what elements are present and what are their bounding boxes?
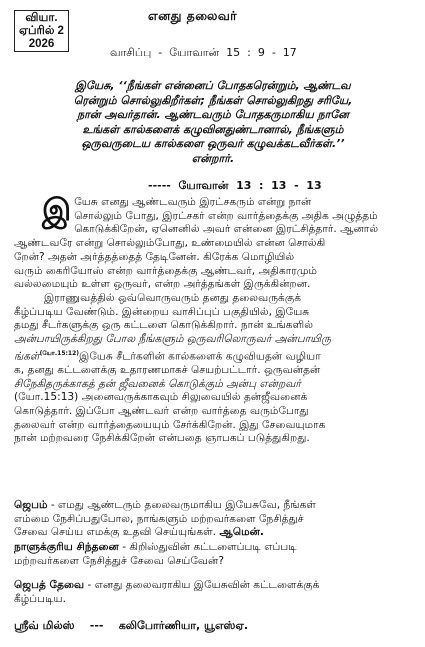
- verse-line: ரென்றும் சொல்லுகிறீர்கள்; நீங்கள் சொல்லுகிறது சரியே,: [73, 93, 353, 107]
- drop-cap: இ: [42, 193, 72, 228]
- body-line: (யோ.15:13) அனைவருக்காகவும் சிலுவையில் தன்ஜீவனைக்: [14, 391, 308, 404]
- verse-line: உங்கள் கால்களைக் கழுவினதுண்டானால், நீங்களும்: [82, 122, 344, 136]
- body-line: வல்லமையும் உள்ள ஒருவர், என்ற அர்த்தங்கள் இருக்கின்றன.: [14, 278, 311, 291]
- body-line: கொடுத்தார். இப்போ ஆண்டவர் என்ற வார்த்தை வரும்போது: [14, 405, 309, 418]
- body-line: அன்பாயிருக்கிறது போல நீங்களும் ஒருவரிலொருவர் அன்பாயிரு: [14, 333, 331, 346]
- prayer-text: சேவை செய்ய எமக்கு உதவி செய்யுங்கள்.: [14, 526, 220, 539]
- prayer-line: எம்மை நேசிப்பதுபோல, நாங்களும் மற்றவர்களை நேசித்துச்: [14, 512, 304, 525]
- prayer-need-section: [14, 579, 414, 606]
- need-text: - எனது தலைவராகிய இயேசுவின் கட்டளைக்குக்: [84, 579, 320, 591]
- date-box: [14, 10, 69, 52]
- thought-text: - கிறிஸ்துவின் கட்டளைப்படி எப்படி: [118, 541, 297, 553]
- body-line: சிநேகிதருக்காகத் தன் ஜீவனைக் கொடுக்கும் அன்பு என்றவர்: [14, 377, 301, 390]
- body-line: யேசு எனது ஆண்டவரும் இரட்சகரும் என்று நான்: [74, 196, 312, 208]
- prayer-label: ஜெபம்: [14, 499, 48, 511]
- body-line: ஆண்டவரே என்று சொல்லும்போது, உண்மையில் என்ன சொல்கி: [14, 237, 326, 250]
- body-fragment: இயேசு சீடர்களின் கால்களைக் கழுவியதன் வழியா: [79, 350, 321, 363]
- body-line: இராணுவத்தில் ஒவ்வொருவரும் தனது தலைவருக்குக்: [44, 291, 301, 304]
- body-line: க, தனது கட்டளைக்கு உதாரணமாகச் செயற்பட்டார். ஒருவன்தன்: [14, 363, 321, 376]
- need-line: [14, 579, 414, 593]
- body-line: தலைவர் என்ற வார்த்தையையும் சேர்க்கிறேன். இது சேவையுமாக: [14, 418, 326, 431]
- verse-line: என்றார்.: [191, 151, 235, 165]
- thought-line: மற்றவர்களை நேசித்துச் சேவை செய்வேன்?: [14, 554, 224, 567]
- verse-line: ஒருவருடைய கால்களை ஒருவர் கழுவக்கடவீர்கள்.’’: [81, 137, 345, 151]
- body-line: கொடுக்கிறேன், ஏனெனில் அவர் என்னை இரட்சித்தார். ஆனால்: [74, 223, 379, 236]
- verse-line: நான் அவர்தான். ஆண்டவரும் போதகருமாகிய நானே: [77, 108, 349, 122]
- key-verse: [10, 79, 416, 167]
- thought-label: நாளுக்குரிய சிந்தனை: [14, 541, 119, 553]
- author-line: ஸ்ரீவ் மில்ஸ் --- கலிபோர்ணியா, யூஎஸ்ஏ.: [14, 619, 249, 632]
- date-day: வியா.: [25, 12, 58, 24]
- prayer-text: - எமது ஆண்டரும் தலைவருமாகிய இயேசுவே, நீங்கள்: [47, 499, 316, 511]
- superscript-reference: (யோ.15:12): [39, 349, 80, 357]
- need-line: கீழ்ப்படிய.: [14, 592, 66, 605]
- body-line: நான் மற்றவரை நேசிக்கிறேன் என்பதை ஞாபகப் படுத்துகிறது.: [14, 432, 310, 445]
- verse-line: இயேசு, ‘‘நீங்கள் என்னைப் போதகரென்றும், ஆண்டவ: [75, 79, 351, 92]
- body-line: தமது சீடர்களுக்கு ஒரு கட்டளை கொடுக்கிறார். நான் உங்களில்: [14, 319, 314, 332]
- prayer-line: [14, 526, 414, 540]
- date-month: ஏப்ரில் 2: [19, 25, 64, 37]
- prayer-section: [14, 499, 414, 540]
- body-line: கீழ்ப்படிய வேண்டும். இன்றைய வாசிப்புப் பகுதியில், இயேசு: [14, 305, 310, 318]
- amen: ஆமென்.: [219, 526, 264, 539]
- thought-section: [14, 541, 414, 568]
- thought-line: [14, 541, 414, 555]
- body-line: றேன்? அதன் அர்த்தத்தைத் தேடினேன். கிரேக்க மொழியில்: [14, 250, 295, 263]
- verse-reference: ----- யோவான் 13 : 13 - 13: [148, 179, 322, 192]
- body-line: சொல்லும் போது, இரட்சகர் என்ற வார்த்தைக்கு அதிக அழுத்தம்: [74, 209, 378, 222]
- prayer-line: [14, 499, 414, 513]
- body-line: [14, 347, 412, 364]
- date-year: 2026: [28, 38, 55, 50]
- need-label: ஜெபத் தேவை: [14, 579, 85, 591]
- reading-reference: வாசிப்பு - யோவான் 15 : 9 - 17: [110, 46, 297, 59]
- page-title: எனது தலைவர்: [148, 8, 238, 23]
- body-text: [14, 193, 412, 446]
- body-line: வரும் கைரியோஸ் என்ற வார்த்தைக்கு ஆண்டவர், அதிகாரமும்: [14, 264, 318, 277]
- body-fragment: ங்கள்: [14, 350, 40, 363]
